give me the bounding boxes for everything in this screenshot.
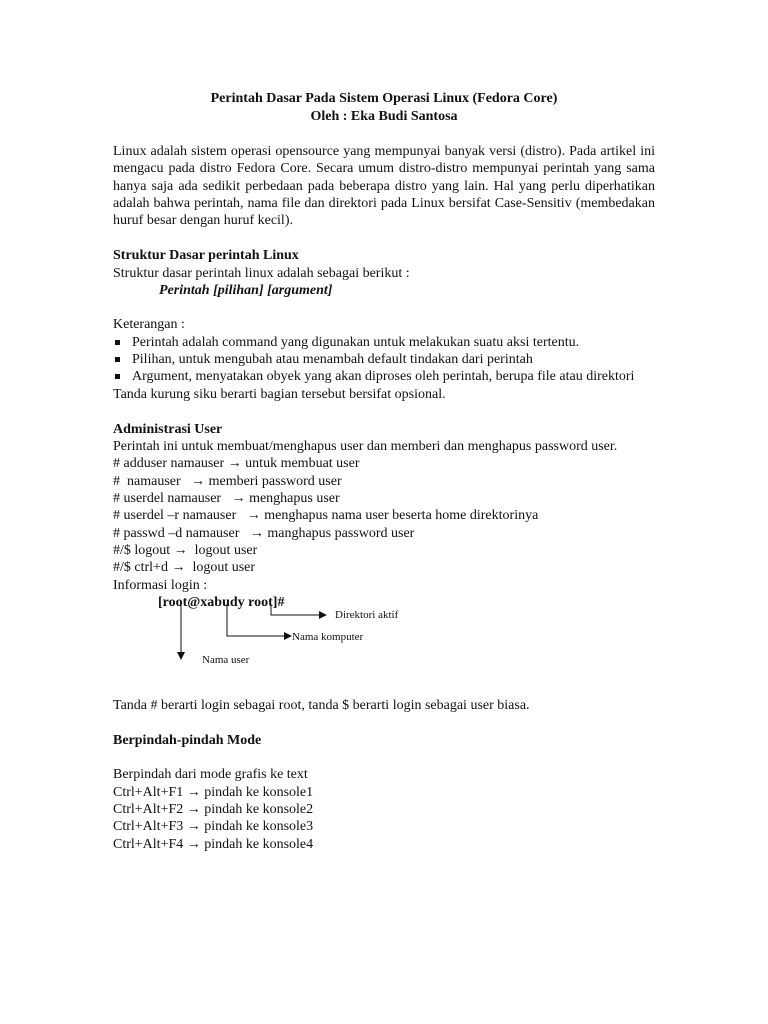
annotation-direktori-aktif: Direktori aktif <box>335 608 399 621</box>
list-item-text: Pilihan, untuk mengubah atau menambah default tindakan dari perintah <box>132 351 533 367</box>
keterangan-label: Keterangan : <box>113 317 185 333</box>
document-title-line-2: Oleh : Eka Budi Santosa <box>310 108 458 124</box>
list-item-text: Argument, menyatakan obyek yang akan diproses oleh perintah, berupa file atau direktori <box>132 369 635 385</box>
bullet-square-icon <box>115 340 120 345</box>
optional-note: Tanda kurung siku berarti bagian tersebut bersifat opsional. <box>113 386 446 402</box>
annotation-nama-komputer: Nama komputer <box>292 630 364 643</box>
bullet-square-icon <box>115 357 120 362</box>
command-line: # userdel –r namauser → menghapus nama user beserta home direktorinya <box>113 508 539 524</box>
command-line: # namauser → memberi password user <box>113 473 342 489</box>
mode-intro: Berpindah dari mode grafis ke text <box>113 767 308 783</box>
bullet-square-icon <box>115 374 120 379</box>
login-info-label: Informasi login : <box>113 577 208 593</box>
document-title-line-1: Perintah Dasar Pada Sistem Operasi Linux (Fedora Core) <box>210 91 558 106</box>
shortcut-line: Ctrl+Alt+F3 → pindah ke konsole3 <box>113 819 314 835</box>
shortcut-line: Ctrl+Alt+F2 → pindah ke konsole2 <box>113 802 314 818</box>
annotation-nama-user: Nama user <box>202 653 250 666</box>
command-line: #/$ ctrl+d → logout user <box>113 560 256 576</box>
keterangan-list <box>113 334 655 386</box>
command-line: # adduser namauser → untuk membuat user <box>113 456 360 472</box>
login-prompt: [root@xabudy root]# <box>158 594 285 610</box>
intro-paragraph: Linux adalah sistem operasi opensource yang mempunyai banyak versi (distro). Pada artikel ini mengacu pada distro Fedora Core. Secara umum distro-distro mempunyai perintah yang sama hanya saja ada sedikit perbedaan pada beberapa distro yang lain. Hal yang perlu diperhatikan adalah bahwa perintah, nama file dan direktori pada Linux bersifat Case-Sensitiv (membedakan huruf besar dengan huruf kecil). <box>113 144 655 229</box>
shortcut-line: Ctrl+Alt+F1 → pindah ke konsole1 <box>113 784 314 800</box>
shortcut-line: Ctrl+Alt+F4 → pindah ke konsole4 <box>113 836 314 852</box>
command-line: # passwd –d namauser → manghapus password user <box>113 525 415 541</box>
login-prompt-diagram <box>113 594 655 697</box>
admin-heading: Administrasi User <box>113 421 223 437</box>
list-item-text: Perintah adalah command yang digunakan untuk melakukan suatu aksi tertentu. <box>132 334 580 350</box>
command-line: # userdel namauser → menghapus user <box>113 491 340 507</box>
command-syntax: Perintah [pilihan] [argument] <box>159 283 333 299</box>
struktur-intro: Struktur dasar perintah linux adalah sebagai berikut : <box>113 265 410 281</box>
mode-heading: Berpindah-pindah Mode <box>113 733 262 749</box>
list-item <box>113 351 655 368</box>
command-line: #/$ logout → logout user <box>113 542 258 558</box>
struktur-heading: Struktur Dasar perintah Linux <box>113 248 299 264</box>
admin-intro: Perintah ini untuk membuat/menghapus user dan memberi dan menghapus password user. <box>113 439 618 455</box>
root-user-note: Tanda # berarti login sebagai root, tanda $ berarti login sebagai user biasa. <box>113 697 530 713</box>
list-item <box>113 334 655 351</box>
document-page <box>113 90 655 853</box>
list-item <box>113 368 655 385</box>
